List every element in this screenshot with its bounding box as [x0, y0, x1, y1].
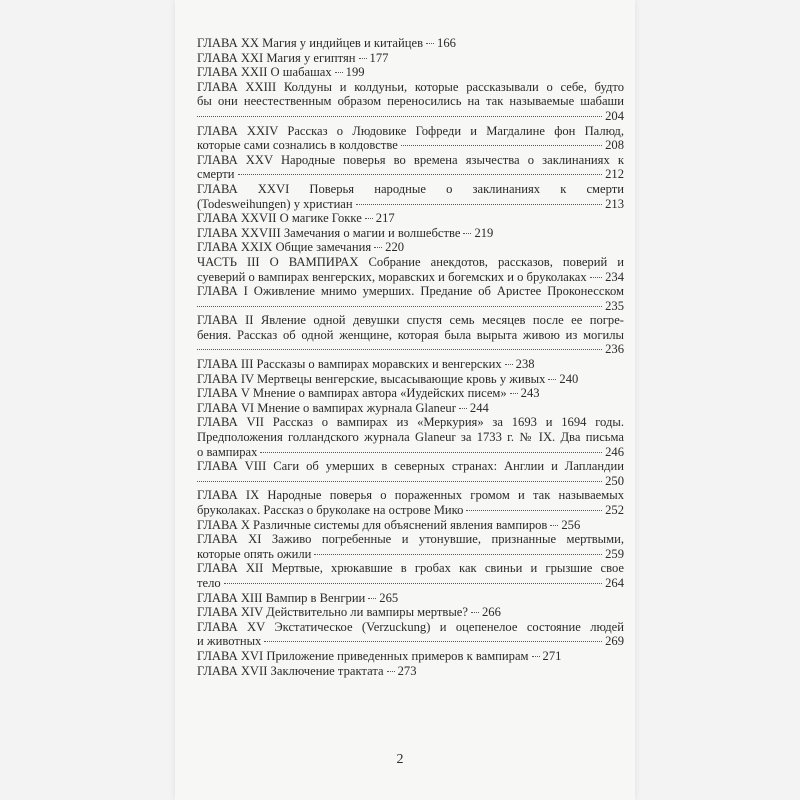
dot-leader	[197, 349, 602, 350]
toc-entry-page: 269	[605, 634, 624, 649]
toc-entry-line: ГЛАВА XXIII Колдуны и колдуньи, которые рассказывали о себе, будто	[197, 79, 624, 94]
dot-leader	[224, 583, 602, 584]
toc-entry	[197, 65, 624, 80]
toc-entry-page: 240	[559, 371, 579, 386]
toc-entry-page: 213	[605, 196, 624, 211]
toc-entry	[197, 649, 624, 664]
page-number: 2	[396, 752, 404, 767]
toc-entry-page: 236	[605, 342, 624, 357]
toc-entry-line: ГЛАВА XII Мертвые, хрюкавшие в гробах как свиньи и грызшие свое	[197, 561, 624, 576]
toc-entry-page: 271	[542, 648, 562, 663]
toc-entry-page: 212	[605, 167, 624, 182]
toc-entry	[197, 561, 624, 590]
toc-entry-page: 219	[474, 225, 494, 240]
toc-entry-title: ГЛАВА XIII Вампир в Венгрии	[197, 590, 366, 605]
toc-entry-title: ГЛАВА XXII О шабашах	[197, 65, 332, 80]
dot-leader	[335, 72, 343, 73]
toc-entry-line: ГЛАВА IX Народные поверья о пораженных громом и так называемых	[197, 488, 624, 503]
dot-leader	[463, 233, 471, 234]
toc-entry-title: ГЛАВА XXI Магия у египтян	[197, 50, 356, 65]
toc-entry-page: 246	[605, 444, 624, 459]
toc-entry-line: ГЛАВА XXIV Рассказ о Людовике Гофреди и Магдалине фон Палюд,	[197, 123, 624, 138]
toc-entry-page: 217	[375, 211, 395, 226]
toc-entry-page: 252	[605, 503, 624, 517]
toc-entry-line: Предположения голландского журнала Glaneur за 1733 г. № IX. Два письма	[197, 430, 624, 445]
dot-leader	[510, 393, 518, 394]
toc-entry	[197, 255, 624, 284]
toc-entry-page: 177	[369, 50, 389, 65]
toc-entry-page: 199	[345, 65, 365, 80]
toc-entry-page: 250	[605, 473, 624, 488]
toc-entry-title: которые опять ожили	[197, 546, 312, 561]
toc-entry	[197, 415, 624, 459]
dot-leader	[466, 510, 602, 511]
toc-entry	[197, 518, 624, 533]
toc-entry-title: ГЛАВА XIV Действительно ли вампиры мертвые?	[197, 605, 468, 620]
toc-entry-title: ГЛАВА IV Мертвецы венгерские, высасывающие кровь у живых	[197, 371, 546, 386]
dot-leader	[426, 43, 434, 44]
dot-leader	[197, 116, 602, 117]
toc-entry-line: ГЛАВА II Явление одной девушки спустя семь месяцев после ее погре-	[197, 313, 624, 328]
toc-entry-title: ГЛАВА X Различные системы для объяснений явления вампиров	[197, 517, 548, 532]
dot-leader	[550, 525, 558, 526]
toc-entry-page: 264	[605, 575, 624, 590]
toc-entry-line: ГЛАВА XXVI Поверья народные о заклинаниях к смерти	[197, 181, 624, 196]
toc-entry	[197, 605, 624, 620]
dot-leader	[505, 364, 513, 365]
toc-entry	[197, 620, 624, 649]
toc-entry-title: ГЛАВА XXVIII Замечания о магии и волшебстве	[197, 225, 461, 240]
toc-entry-page: 166	[437, 36, 456, 50]
toc-entry	[197, 357, 624, 372]
dot-leader	[374, 247, 382, 248]
toc-entry-page: 204	[605, 108, 624, 123]
toc-entry-title: ГЛАВА V Мнение о вампирах автора «Иудейских писем»	[197, 386, 507, 401]
toc-entry-line: ГЛАВА VIII Саги об умерших в северных странах: Англии и Лапландии	[197, 459, 624, 474]
toc-entry-page: 273	[397, 663, 417, 678]
toc-entry-page: 265	[379, 590, 399, 605]
toc-entry-page: 235	[605, 298, 624, 313]
toc-entry-title: которые сами сознались в колдовстве	[197, 138, 398, 153]
toc-entry-line: ГЛАВА I Оживление мнимо умерших. Предание об Аристее Проконесском	[197, 284, 624, 299]
toc-entry-page: 220	[385, 240, 405, 255]
toc-entry-page: 238	[515, 357, 535, 372]
toc-entry	[197, 226, 624, 241]
toc-entry	[197, 313, 624, 357]
dot-leader	[238, 174, 603, 175]
dot-leader	[365, 218, 373, 219]
toc-entry-title: (Todesweihungen) у христиан	[197, 196, 353, 211]
dot-leader	[401, 145, 602, 146]
dot-leader	[459, 408, 467, 409]
toc-entry-line: ГЛАВА XI Заживо погребенные и утонувшие, признанные мертвыми,	[197, 532, 624, 547]
dot-leader	[356, 204, 602, 205]
toc-entry	[197, 51, 624, 66]
toc-entry-line: ЧАСТЬ III О ВАМПИРАХ Собрание анекдотов, рассказов, поверий и	[197, 254, 624, 269]
toc-entry-title: ГЛАВА III Рассказы о вампирах моравских и венгерских	[197, 357, 502, 372]
toc-entry	[197, 664, 624, 679]
toc-entry	[197, 386, 624, 401]
toc-entry-page: 244	[469, 400, 489, 415]
toc-entry-page: 234	[605, 269, 624, 284]
toc-entry-line: бы они неестественным образом переносились на так называемые шабаши	[197, 94, 624, 109]
toc-entry-line: ГЛАВА VII Рассказ о вампирах из «Меркурия» за 1693 и 1694 годы.	[197, 415, 624, 430]
dot-leader	[260, 452, 602, 453]
toc-entry-page: 259	[605, 546, 624, 561]
toc-entry-title: суеверий о вампирах венгерских, моравских и богемских и о бруколаках	[197, 269, 587, 284]
dot-leader	[359, 58, 367, 59]
toc-entry-title: ГЛАВА XXVII О магике Гокке	[197, 211, 362, 226]
toc-entry	[197, 80, 624, 124]
toc-entry	[197, 240, 624, 255]
toc-entry	[197, 124, 624, 153]
dot-leader	[368, 598, 376, 599]
dot-leader	[197, 481, 602, 482]
toc-entry-page: 266	[481, 605, 501, 620]
toc-entry-title: ГЛАВА XXIX Общие замечания	[197, 240, 372, 255]
dot-leader	[197, 306, 602, 307]
dot-leader	[314, 554, 602, 555]
dot-leader	[532, 656, 540, 657]
toc-entry-title: бруколаках. Рассказ о бруколаке на острове Мико	[197, 503, 464, 517]
toc-entry	[197, 372, 624, 387]
toc-entry-page: 243	[520, 386, 540, 401]
toc-entry-title: ГЛАВА VI Мнение о вампирах журнала Glaneur	[197, 400, 456, 415]
toc-entry	[197, 459, 624, 488]
table-of-contents	[197, 36, 624, 678]
toc-entry	[197, 284, 624, 313]
dot-leader	[590, 277, 602, 278]
toc-entry-title: смерти	[197, 167, 235, 182]
toc-entry-title: ГЛАВА XX Магия у индийцев и китайцев	[197, 36, 424, 50]
toc-entry	[197, 36, 624, 51]
toc-entry	[197, 488, 624, 517]
toc-entry-title: ГЛАВА XVI Приложение приведенных примеров к вампирам	[197, 648, 529, 663]
dot-leader	[471, 612, 479, 613]
toc-entry-title: ГЛАВА XVII Заключение трактата	[197, 663, 384, 678]
dot-leader	[387, 671, 395, 672]
dot-leader	[264, 641, 602, 642]
toc-entry	[197, 153, 624, 182]
toc-entry-title: о вампирах	[197, 444, 258, 459]
toc-entry-page: 256	[561, 517, 581, 532]
toc-entry-title: и животных	[197, 634, 262, 649]
toc-entry-line: ГЛАВА XXV Народные поверья во времена язычества о заклинаниях к	[197, 152, 624, 167]
toc-entry	[197, 532, 624, 561]
toc-entry	[197, 182, 624, 211]
toc-entry-line: бения. Рассказ об одной женщине, которая была вырыта живою из могилы	[197, 327, 624, 342]
dot-leader	[548, 379, 556, 380]
toc-entry	[197, 401, 624, 416]
toc-entry	[197, 591, 624, 606]
toc-entry-line: ГЛАВА XV Экстатическое (Verzuckung) и оцепенелое состояние людей	[197, 619, 624, 634]
toc-entry	[197, 211, 624, 226]
toc-entry-title: тело	[197, 575, 221, 590]
toc-entry-page: 208	[605, 138, 624, 153]
